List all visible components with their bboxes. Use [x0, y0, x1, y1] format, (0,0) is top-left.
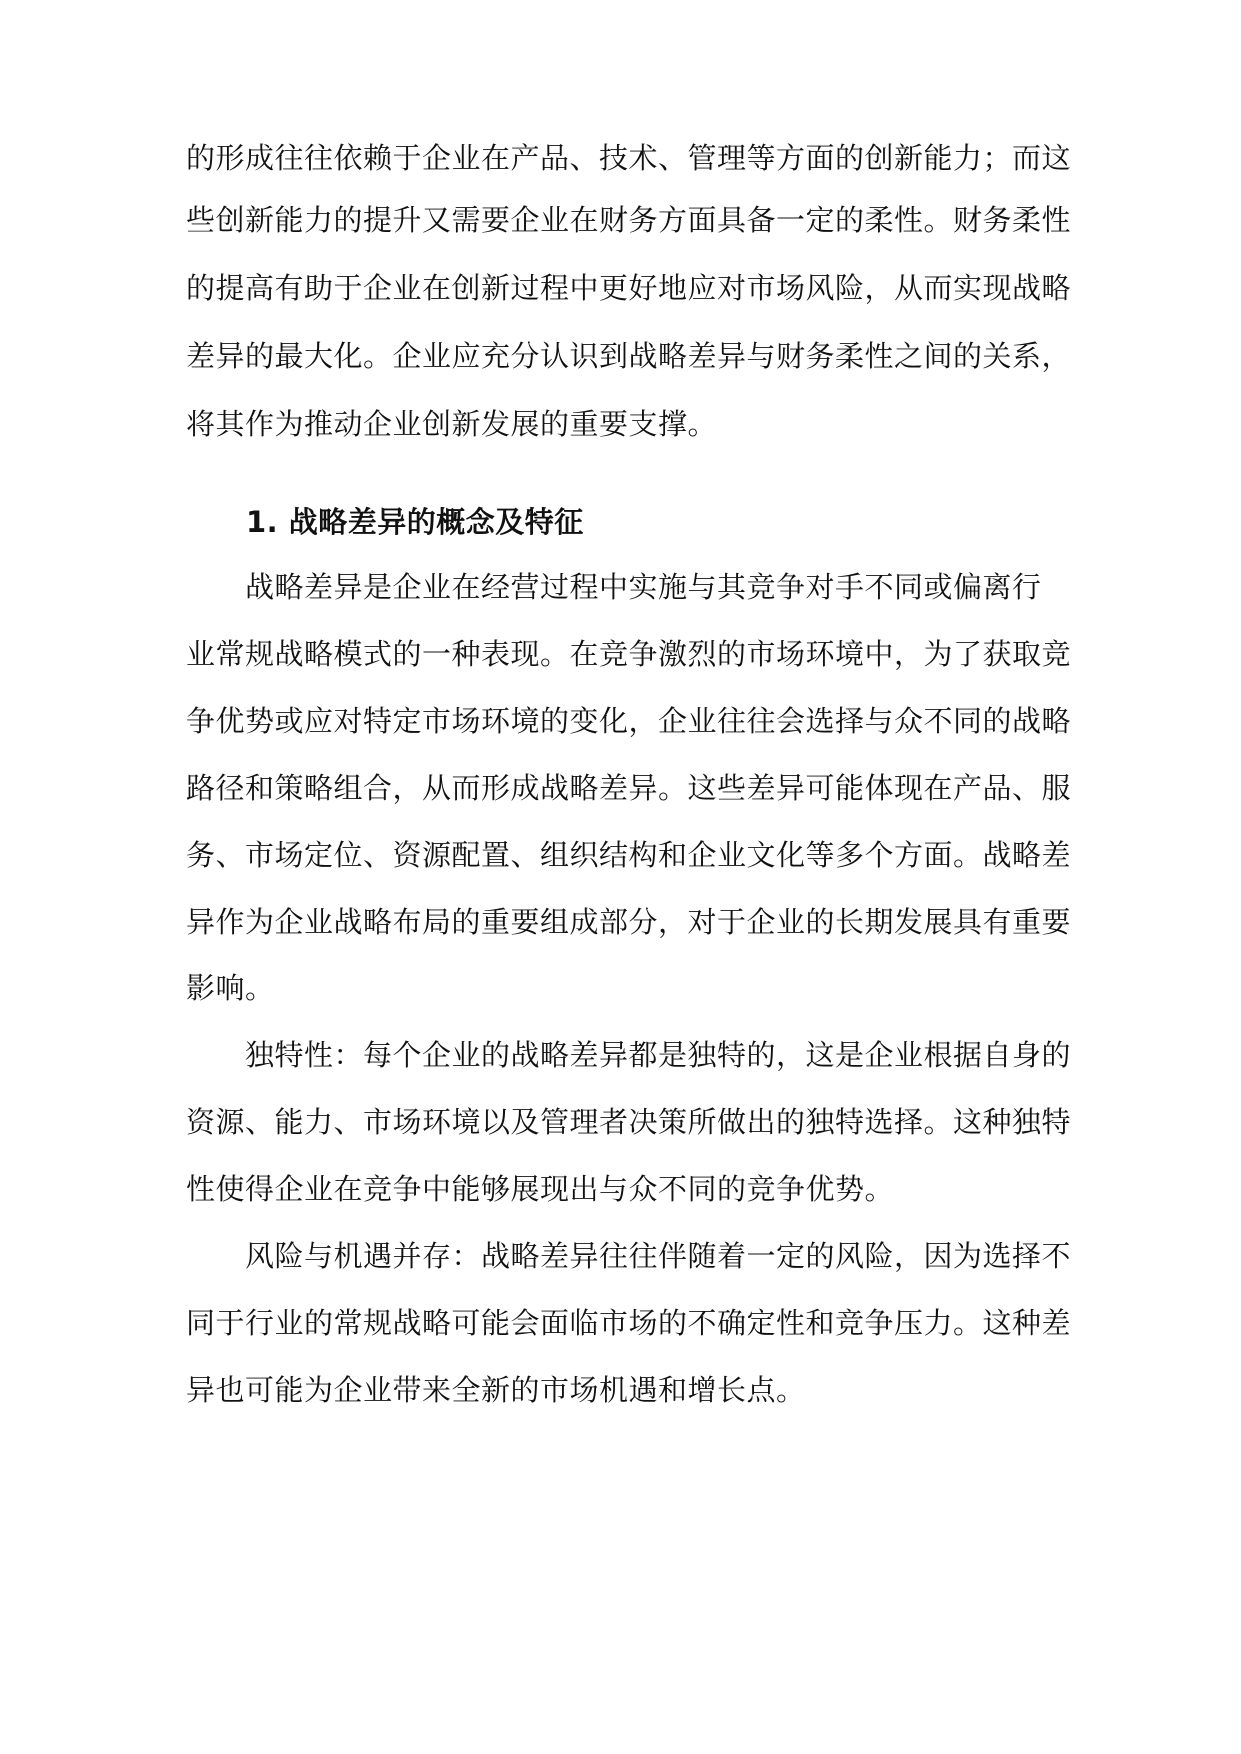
paragraph-line: 的形成往往依赖于企业在产品、技术、管理等方面的创新能力；而这 [186, 141, 1072, 175]
paragraph-line: 些创新能力的提升又需要企业在财务方面具备一定的柔性。财务柔性 [186, 203, 1072, 237]
paragraph-line: 同于行业的常规战略可能会面临市场的不确定性和竞争压力。这种差 [186, 1306, 1072, 1340]
paragraph-line: 独特性：每个企业的战略差异都是独特的，这是企业根据自身的 [186, 1038, 1072, 1072]
paragraph-line: 资源、能力、市场环境以及管理者决策所做出的独特选择。这种独特 [186, 1105, 1072, 1139]
paragraph-line: 业常规战略模式的一种表现。在竞争激烈的市场环境中，为了获取竞 [186, 637, 1072, 671]
paragraph-line: 差异的最大化。企业应充分认识到战略差异与财务柔性之间的关系， [186, 339, 1072, 373]
paragraph-line: 的提高有助于企业在创新过程中更好地应对市场风险，从而实现战略 [186, 271, 1072, 305]
paragraph-line: 争优势或应对特定市场环境的变化，企业往往会选择与众不同的战略 [186, 704, 1072, 738]
paragraph-line: 性使得企业在竞争中能够展现出与众不同的竞争优势。 [186, 1172, 895, 1206]
paragraph-line: 异作为企业战略布局的重要组成部分，对于企业的长期发展具有重要 [186, 905, 1072, 939]
paragraph-line: 影响。 [186, 971, 275, 1005]
paragraph-line: 异也可能为企业带来全新的市场机遇和增长点。 [186, 1373, 806, 1407]
section-heading: 1. 战略差异的概念及特征 [246, 505, 584, 539]
paragraph-line: 风险与机遇并存：战略差异往往伴随着一定的风险，因为选择不 [186, 1239, 1072, 1273]
paragraph-line: 战略差异是企业在经营过程中实施与其竞争对手不同或偏离行 [186, 570, 1042, 604]
paragraph-line: 务、市场定位、资源配置、组织结构和企业文化等多个方面。战略差 [186, 838, 1072, 872]
paragraph-line: 路径和策略组合，从而形成战略差异。这些差异可能体现在产品、服 [186, 771, 1072, 805]
paragraph-line: 将其作为推动企业创新发展的重要支撑。 [186, 407, 718, 441]
